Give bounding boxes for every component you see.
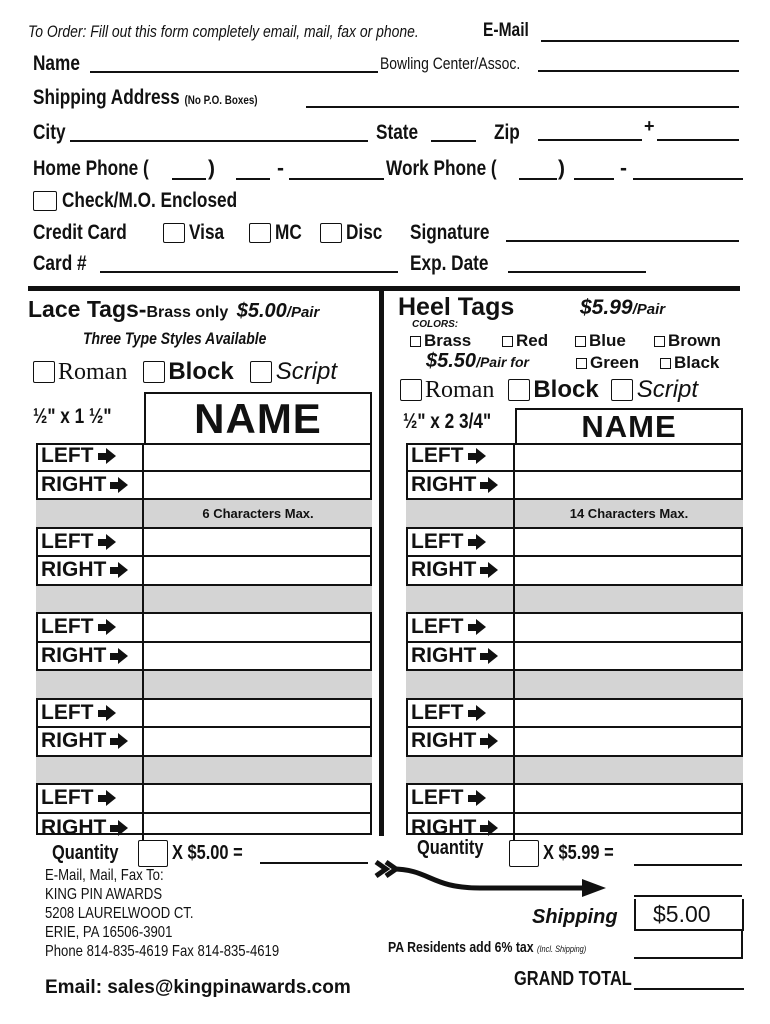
arrow-right-icon xyxy=(468,619,486,635)
heel-left-text: LEFT xyxy=(411,615,464,639)
blue-checkbox[interactable] xyxy=(575,336,586,347)
zip-plus: + xyxy=(644,116,655,136)
heel-price: $5.99/Pair xyxy=(580,296,666,319)
company-phone: Phone 814-835-4619 Fax 814-835-4619 xyxy=(45,943,280,960)
heel-separator-cell xyxy=(406,671,515,698)
heel-right-text: RIGHT xyxy=(411,558,477,582)
mc-checkbox[interactable] xyxy=(249,223,271,243)
arrow-right-icon xyxy=(98,705,116,721)
exp-date-field[interactable] xyxy=(508,271,646,273)
company-name: KING PIN AWARDS xyxy=(45,886,163,903)
arrow-right-icon xyxy=(480,820,498,836)
column-divider xyxy=(379,291,384,836)
arrow-right-icon xyxy=(468,448,486,464)
heel-right-label xyxy=(406,728,515,755)
tax-label: PA Residents add 6% tax (Incl. Shipping) xyxy=(388,939,587,956)
lace-left-label xyxy=(36,529,144,556)
heel-separator-row xyxy=(406,757,743,786)
heel-title: Heel Tags xyxy=(398,293,515,321)
work-phone-dash: - xyxy=(620,157,627,180)
heel-separator-cell xyxy=(406,586,515,613)
heel-quantity-label: Quantity xyxy=(417,837,484,859)
lace-left-text: LEFT xyxy=(41,786,94,810)
lace-separator-cell xyxy=(36,757,144,784)
lace-name-input[interactable] xyxy=(144,785,372,812)
heel-separator-row xyxy=(406,586,743,615)
state-label: State xyxy=(376,121,419,144)
lace-multiplier: X $5.00 = xyxy=(172,842,243,864)
city-field[interactable] xyxy=(70,140,368,142)
heel-right-row xyxy=(406,728,743,757)
lace-block-label: Block xyxy=(168,358,234,385)
heel-left-row xyxy=(406,700,743,729)
credit-card-label: Credit Card xyxy=(33,221,127,244)
lace-script-label: Script xyxy=(275,358,338,385)
lace-name-input[interactable] xyxy=(144,472,372,499)
tax-box-edge xyxy=(741,931,743,959)
heel-name-input[interactable] xyxy=(515,700,743,727)
black-checkbox[interactable] xyxy=(660,358,671,369)
heel-max-note-cell xyxy=(515,586,743,613)
lace-left-row xyxy=(36,529,372,558)
lace-left-label xyxy=(36,443,144,470)
lace-name-input[interactable] xyxy=(144,443,372,470)
lace-table xyxy=(36,443,372,839)
brown-checkbox[interactable] xyxy=(654,336,665,347)
shipping-label: Shipping xyxy=(532,906,618,928)
company-city: ERIE, PA 16506-3901 xyxy=(45,924,173,941)
lace-left-text: LEFT xyxy=(41,700,94,724)
lace-max-note: 6 Characters Max. xyxy=(202,505,314,521)
lace-left-label xyxy=(36,785,144,812)
mail-to-block xyxy=(45,866,331,961)
zip-plus4-field[interactable] xyxy=(657,139,739,141)
lace-left-row xyxy=(36,700,372,729)
lace-right-label xyxy=(36,643,144,670)
lace-right-label xyxy=(36,472,144,499)
heel-name-input[interactable] xyxy=(515,614,743,641)
heel-separator-row xyxy=(406,500,743,529)
lace-quantity-label: Quantity xyxy=(52,842,119,864)
home-phone-paren: ) xyxy=(208,157,215,180)
heel-left-label xyxy=(406,785,515,812)
heel-name-input[interactable] xyxy=(515,443,743,470)
lace-left-row xyxy=(36,785,372,814)
lace-right-label xyxy=(36,728,144,755)
bowling-center-field[interactable] xyxy=(538,70,739,72)
heel-left-label xyxy=(406,443,515,470)
heel-left-text: LEFT xyxy=(411,529,464,553)
heel-left-text: LEFT xyxy=(411,444,464,468)
home-phone-prefix-field[interactable] xyxy=(236,178,270,180)
arrow-right-icon xyxy=(98,619,116,635)
green-label: Green xyxy=(590,353,640,372)
heel-left-label xyxy=(406,614,515,641)
lace-quantity-input[interactable] xyxy=(138,840,168,867)
heel-alt-price: $5.50/Pair for xyxy=(426,350,529,372)
grand-total-label: GRAND TOTAL xyxy=(514,968,632,990)
lace-right-label xyxy=(36,814,144,843)
heel-left-label xyxy=(406,529,515,556)
total-line-field[interactable] xyxy=(634,895,742,897)
disc-label: Disc xyxy=(346,221,383,244)
company-street: 5208 LAURELWOOD CT. xyxy=(45,905,194,922)
lace-right-text: RIGHT xyxy=(41,815,107,839)
heel-size: ½" x 2 3/4" xyxy=(403,410,492,433)
check-mo-option[interactable] xyxy=(33,189,276,213)
lace-max-note-cell xyxy=(144,586,372,613)
swoosh-arrow-icon xyxy=(370,848,610,898)
lace-left-row xyxy=(36,614,372,643)
zip-label: Zip xyxy=(494,121,520,144)
lace-block-checkbox[interactable] xyxy=(143,361,165,383)
lace-roman-checkbox[interactable] xyxy=(33,361,55,383)
heel-right-text: RIGHT xyxy=(411,643,477,667)
arrow-right-icon xyxy=(110,733,128,749)
heel-right-label xyxy=(406,643,515,670)
lace-max-note-cell xyxy=(144,500,372,527)
grand-total-field[interactable] xyxy=(634,988,744,990)
heel-colors-label: COLORS: xyxy=(412,319,459,330)
name-field[interactable] xyxy=(90,71,378,73)
lace-name-input[interactable] xyxy=(144,814,372,843)
lace-title: Lace Tags-Brass only $5.00/Pair xyxy=(28,296,320,322)
shipping-address-field[interactable] xyxy=(306,106,739,108)
lace-right-row xyxy=(36,728,372,757)
heel-left-text: LEFT xyxy=(411,700,464,724)
heel-colors-row2 xyxy=(576,353,719,373)
lace-name-input[interactable] xyxy=(144,700,372,727)
check-mo-label: Check/M.O. Enclosed xyxy=(62,189,238,212)
lace-left-label xyxy=(36,614,144,641)
heel-table xyxy=(406,443,743,839)
work-phone-prefix-field[interactable] xyxy=(574,178,614,180)
heel-right-text: RIGHT xyxy=(411,472,477,496)
lace-right-row xyxy=(36,643,372,672)
exp-date-label: Exp. Date xyxy=(410,252,489,275)
heel-left-row xyxy=(406,529,743,558)
lace-separator-cell xyxy=(36,671,144,698)
arrow-right-icon xyxy=(468,534,486,550)
lace-name-input[interactable] xyxy=(144,529,372,556)
arrow-right-icon xyxy=(98,790,116,806)
heel-name-input[interactable] xyxy=(515,814,743,843)
heel-right-label xyxy=(406,557,515,584)
mc-label: MC xyxy=(275,221,302,244)
arrow-right-icon xyxy=(110,562,128,578)
heel-colors-row1 xyxy=(410,331,721,351)
heel-block-checkbox[interactable] xyxy=(508,379,530,401)
brown-label: Brown xyxy=(668,331,721,350)
red-label: Red xyxy=(516,331,549,350)
heel-left-row xyxy=(406,785,743,814)
heel-roman-checkbox[interactable] xyxy=(400,379,422,401)
arrow-right-icon xyxy=(468,790,486,806)
heel-name-header: NAME xyxy=(515,408,743,445)
lace-size: ½" x 1 ½" xyxy=(33,405,112,428)
heel-subtotal-field[interactable] xyxy=(634,864,742,866)
heel-right-label xyxy=(406,472,515,499)
lace-right-label xyxy=(36,557,144,584)
lace-name-input[interactable] xyxy=(144,643,372,670)
zip-field[interactable] xyxy=(538,139,642,141)
lace-right-text: RIGHT xyxy=(41,558,107,582)
home-phone-label: Home Phone ( xyxy=(33,157,149,180)
lace-subtotal-field[interactable] xyxy=(260,862,368,864)
arrow-right-icon xyxy=(98,448,116,464)
credit-card-row xyxy=(33,221,406,245)
work-phone-number-field[interactable] xyxy=(633,178,743,180)
heel-left-text: LEFT xyxy=(411,786,464,810)
black-label: Black xyxy=(674,353,720,372)
lace-right-row xyxy=(36,472,372,501)
lace-separator-row xyxy=(36,586,372,615)
lace-left-row xyxy=(36,443,372,472)
heel-name-input[interactable] xyxy=(515,557,743,584)
lace-right-row xyxy=(36,557,372,586)
heel-name-input[interactable] xyxy=(515,643,743,670)
heel-right-row xyxy=(406,557,743,586)
email-field[interactable] xyxy=(541,40,739,42)
lace-max-note-cell xyxy=(144,671,372,698)
signature-field[interactable] xyxy=(506,240,739,242)
heel-max-note-cell xyxy=(515,671,743,698)
heel-left-row xyxy=(406,614,743,643)
heel-script-label: Script xyxy=(636,376,699,403)
heel-max-note: 14 Characters Max. xyxy=(569,505,689,521)
lace-quantity-row xyxy=(52,840,258,867)
lace-roman-label: Roman xyxy=(58,358,128,385)
heel-left-row xyxy=(406,443,743,472)
heel-style-options xyxy=(400,376,698,404)
lace-right-text: RIGHT xyxy=(41,472,107,496)
order-instructions: To Order: Fill out this form completely email, mail, fax or phone. xyxy=(28,22,419,41)
lace-separator-row xyxy=(36,757,372,786)
name-label: Name xyxy=(33,52,80,75)
shipping-address-label: Shipping Address (No P.O. Boxes) xyxy=(33,86,258,109)
brass-label: Brass xyxy=(424,331,472,350)
arrow-right-icon xyxy=(480,648,498,664)
heel-name-input[interactable] xyxy=(515,529,743,556)
card-number-label: Card # xyxy=(33,252,87,275)
lace-left-label xyxy=(36,700,144,727)
state-field[interactable] xyxy=(431,140,476,142)
green-checkbox[interactable] xyxy=(576,358,587,369)
work-phone-area-field[interactable] xyxy=(519,178,557,180)
heel-block-label: Block xyxy=(533,376,599,403)
company-email[interactable]: Email: sales@kingpinawards.com xyxy=(45,977,351,998)
email-label: E-Mail xyxy=(483,20,529,41)
arrow-right-icon xyxy=(110,477,128,493)
heel-roman-label: Roman xyxy=(425,376,495,403)
heel-multiplier: X $5.99 = xyxy=(543,842,614,864)
heel-separator-row xyxy=(406,671,743,700)
arrow-right-icon xyxy=(480,477,498,493)
lace-left-text: LEFT xyxy=(41,529,94,553)
home-phone-dash: - xyxy=(277,157,284,180)
lace-name-input[interactable] xyxy=(144,557,372,584)
arrow-right-icon xyxy=(480,733,498,749)
arrow-right-icon xyxy=(468,705,486,721)
heel-separator-cell xyxy=(406,500,515,527)
lace-style-options xyxy=(33,358,337,386)
lace-script-checkbox[interactable] xyxy=(250,361,272,383)
lace-left-text: LEFT xyxy=(41,615,94,639)
card-number-field[interactable] xyxy=(100,271,398,273)
lace-right-text: RIGHT xyxy=(41,643,107,667)
heel-name-input[interactable] xyxy=(515,785,743,812)
home-phone-number-field[interactable] xyxy=(289,178,384,180)
visa-label: Visa xyxy=(189,221,225,244)
heel-name-input[interactable] xyxy=(515,728,743,755)
heel-name-input[interactable] xyxy=(515,472,743,499)
signature-label: Signature xyxy=(410,221,490,244)
shipping-value: $5.00 xyxy=(634,899,744,931)
work-phone-label: Work Phone ( xyxy=(386,157,497,180)
brass-checkbox[interactable] xyxy=(410,336,421,347)
city-label: City xyxy=(33,121,66,144)
arrow-right-icon xyxy=(110,648,128,664)
heel-right-text: RIGHT xyxy=(411,729,477,753)
arrow-right-icon xyxy=(98,534,116,550)
home-phone-area-field[interactable] xyxy=(172,178,206,180)
lace-max-note-cell xyxy=(144,757,372,784)
work-phone-paren: ) xyxy=(558,157,565,180)
bowling-center-label: Bowling Center/Assoc. xyxy=(380,54,521,73)
lace-separator-cell xyxy=(36,586,144,613)
heel-max-note-cell xyxy=(515,500,743,527)
heel-right-row xyxy=(406,643,743,672)
lace-name-input[interactable] xyxy=(144,728,372,755)
arrow-right-icon xyxy=(110,820,128,836)
blue-label: Blue xyxy=(589,331,626,350)
lace-styles-note: Three Type Styles Available xyxy=(83,329,267,348)
heel-max-note-cell xyxy=(515,757,743,784)
lace-name-header: NAME xyxy=(144,392,372,445)
lace-right-text: RIGHT xyxy=(41,729,107,753)
heel-script-checkbox[interactable] xyxy=(611,379,633,401)
lace-separator-cell xyxy=(36,500,144,527)
heel-separator-cell xyxy=(406,757,515,784)
lace-right-row xyxy=(36,814,372,843)
send-to-label: E-Mail, Mail, Fax To: xyxy=(45,867,164,884)
lace-name-input[interactable] xyxy=(144,614,372,641)
check-mo-checkbox[interactable] xyxy=(33,191,57,211)
lace-separator-row xyxy=(36,500,372,529)
visa-checkbox[interactable] xyxy=(163,223,185,243)
lace-left-text: LEFT xyxy=(41,444,94,468)
tax-field[interactable] xyxy=(634,957,742,959)
section-divider xyxy=(28,286,740,291)
red-checkbox[interactable] xyxy=(502,336,513,347)
lace-separator-row xyxy=(36,671,372,700)
disc-checkbox[interactable] xyxy=(320,223,342,243)
heel-right-row xyxy=(406,472,743,501)
heel-right-text: RIGHT xyxy=(411,815,477,839)
arrow-right-icon xyxy=(480,562,498,578)
heel-left-label xyxy=(406,700,515,727)
